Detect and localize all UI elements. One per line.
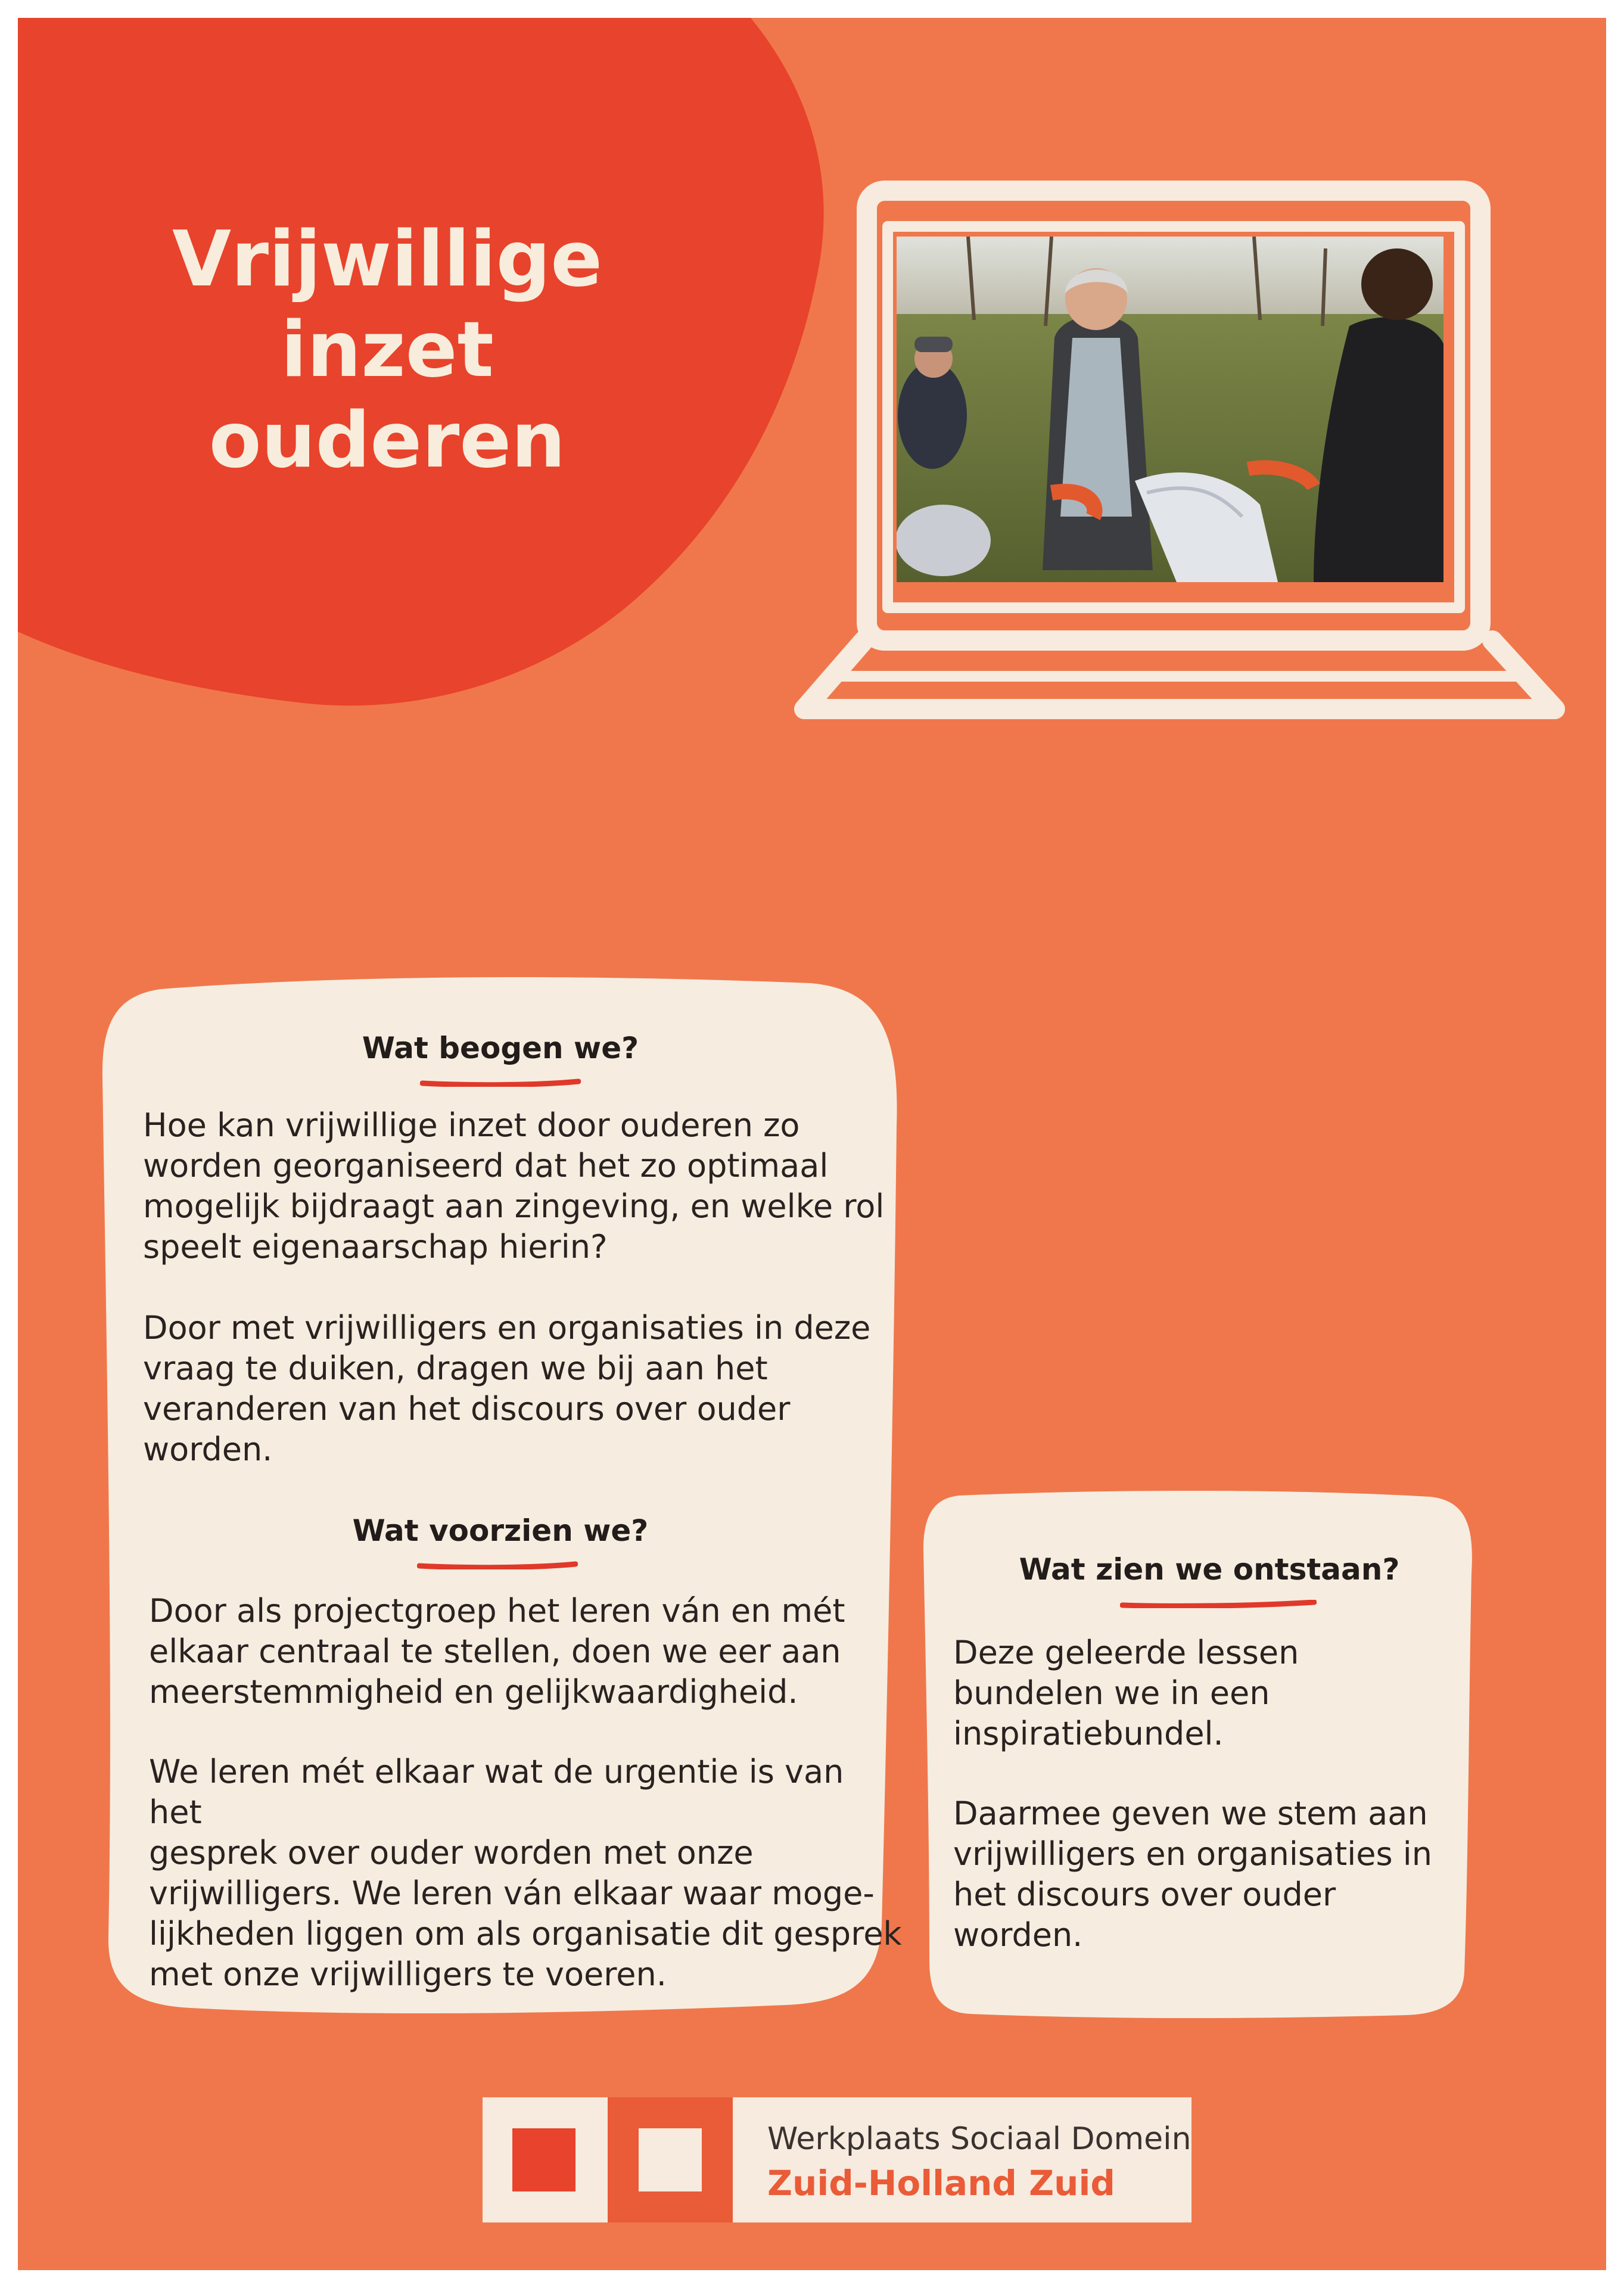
logo-line-1: Werkplaats Sociaal Domein — [767, 2121, 1191, 2157]
paragraph-plans-2: We leren mét elkaar wat de urgentie is van het gesprek over ouder worden met onze vrijwilligers. We leren ván elkaar waar moge- lijkheden liggen om als organisatie dit gesprek met onze vrijwilligers te voeren. — [149, 1753, 902, 1993]
logo-line-2: Zuid-Holland Zuid — [767, 2163, 1115, 2203]
poster-page — [18, 18, 1606, 2270]
paragraph-goals-2: Door met vrijwilligers en organisaties in deze vraag te duiken, dragen we bij aan het veranderen van het discours over ouder worden. — [143, 1309, 871, 1468]
card-goals — [95, 971, 906, 2020]
heading-underline — [1120, 1600, 1317, 1608]
heading-wat-zien: Wat zien we ontstaan? — [1019, 1552, 1400, 1587]
logo-square-icon — [483, 2097, 608, 2222]
volunteers-photo — [897, 237, 1443, 582]
paragraph-outcomes-2: Daarmee geven we stem aan vrijwilligers en organisaties in het discours over ouder worden. — [953, 1795, 1432, 1954]
heading-wat-beogen: Wat beogen we? — [362, 1031, 639, 1065]
heading-underline — [417, 1561, 578, 1569]
title-line-1: Vrijwillige inzet — [172, 215, 603, 394]
title-line-2: ouderen — [209, 396, 566, 485]
heading-underline — [420, 1078, 581, 1087]
logo-square-icon — [608, 2097, 733, 2222]
heading-wat-voorzien: Wat voorzien we? — [352, 1513, 649, 1548]
logo-wordmark — [733, 2097, 1191, 2222]
page-title — [89, 214, 685, 486]
organization-logo — [483, 2097, 1197, 2228]
card-outcomes — [917, 1484, 1477, 2020]
paragraph-outcomes-1: Deze geleerde lessen bundelen we in een inspiratiebundel. — [953, 1634, 1299, 1752]
paragraph-plans-1: Door als projectgroep het leren ván en mét elkaar centraal te stellen, doen we eer aan meerstemmigheid en gelijkwaardigheid. — [149, 1592, 845, 1711]
paragraph-goals-1: Hoe kan vrijwillige inzet door ouderen zo worden georganiseerd dat het zo optimaal mogelijk bijdraagt aan zingeving, en welke rol speelt eigenaarschap hierin? — [143, 1106, 885, 1266]
